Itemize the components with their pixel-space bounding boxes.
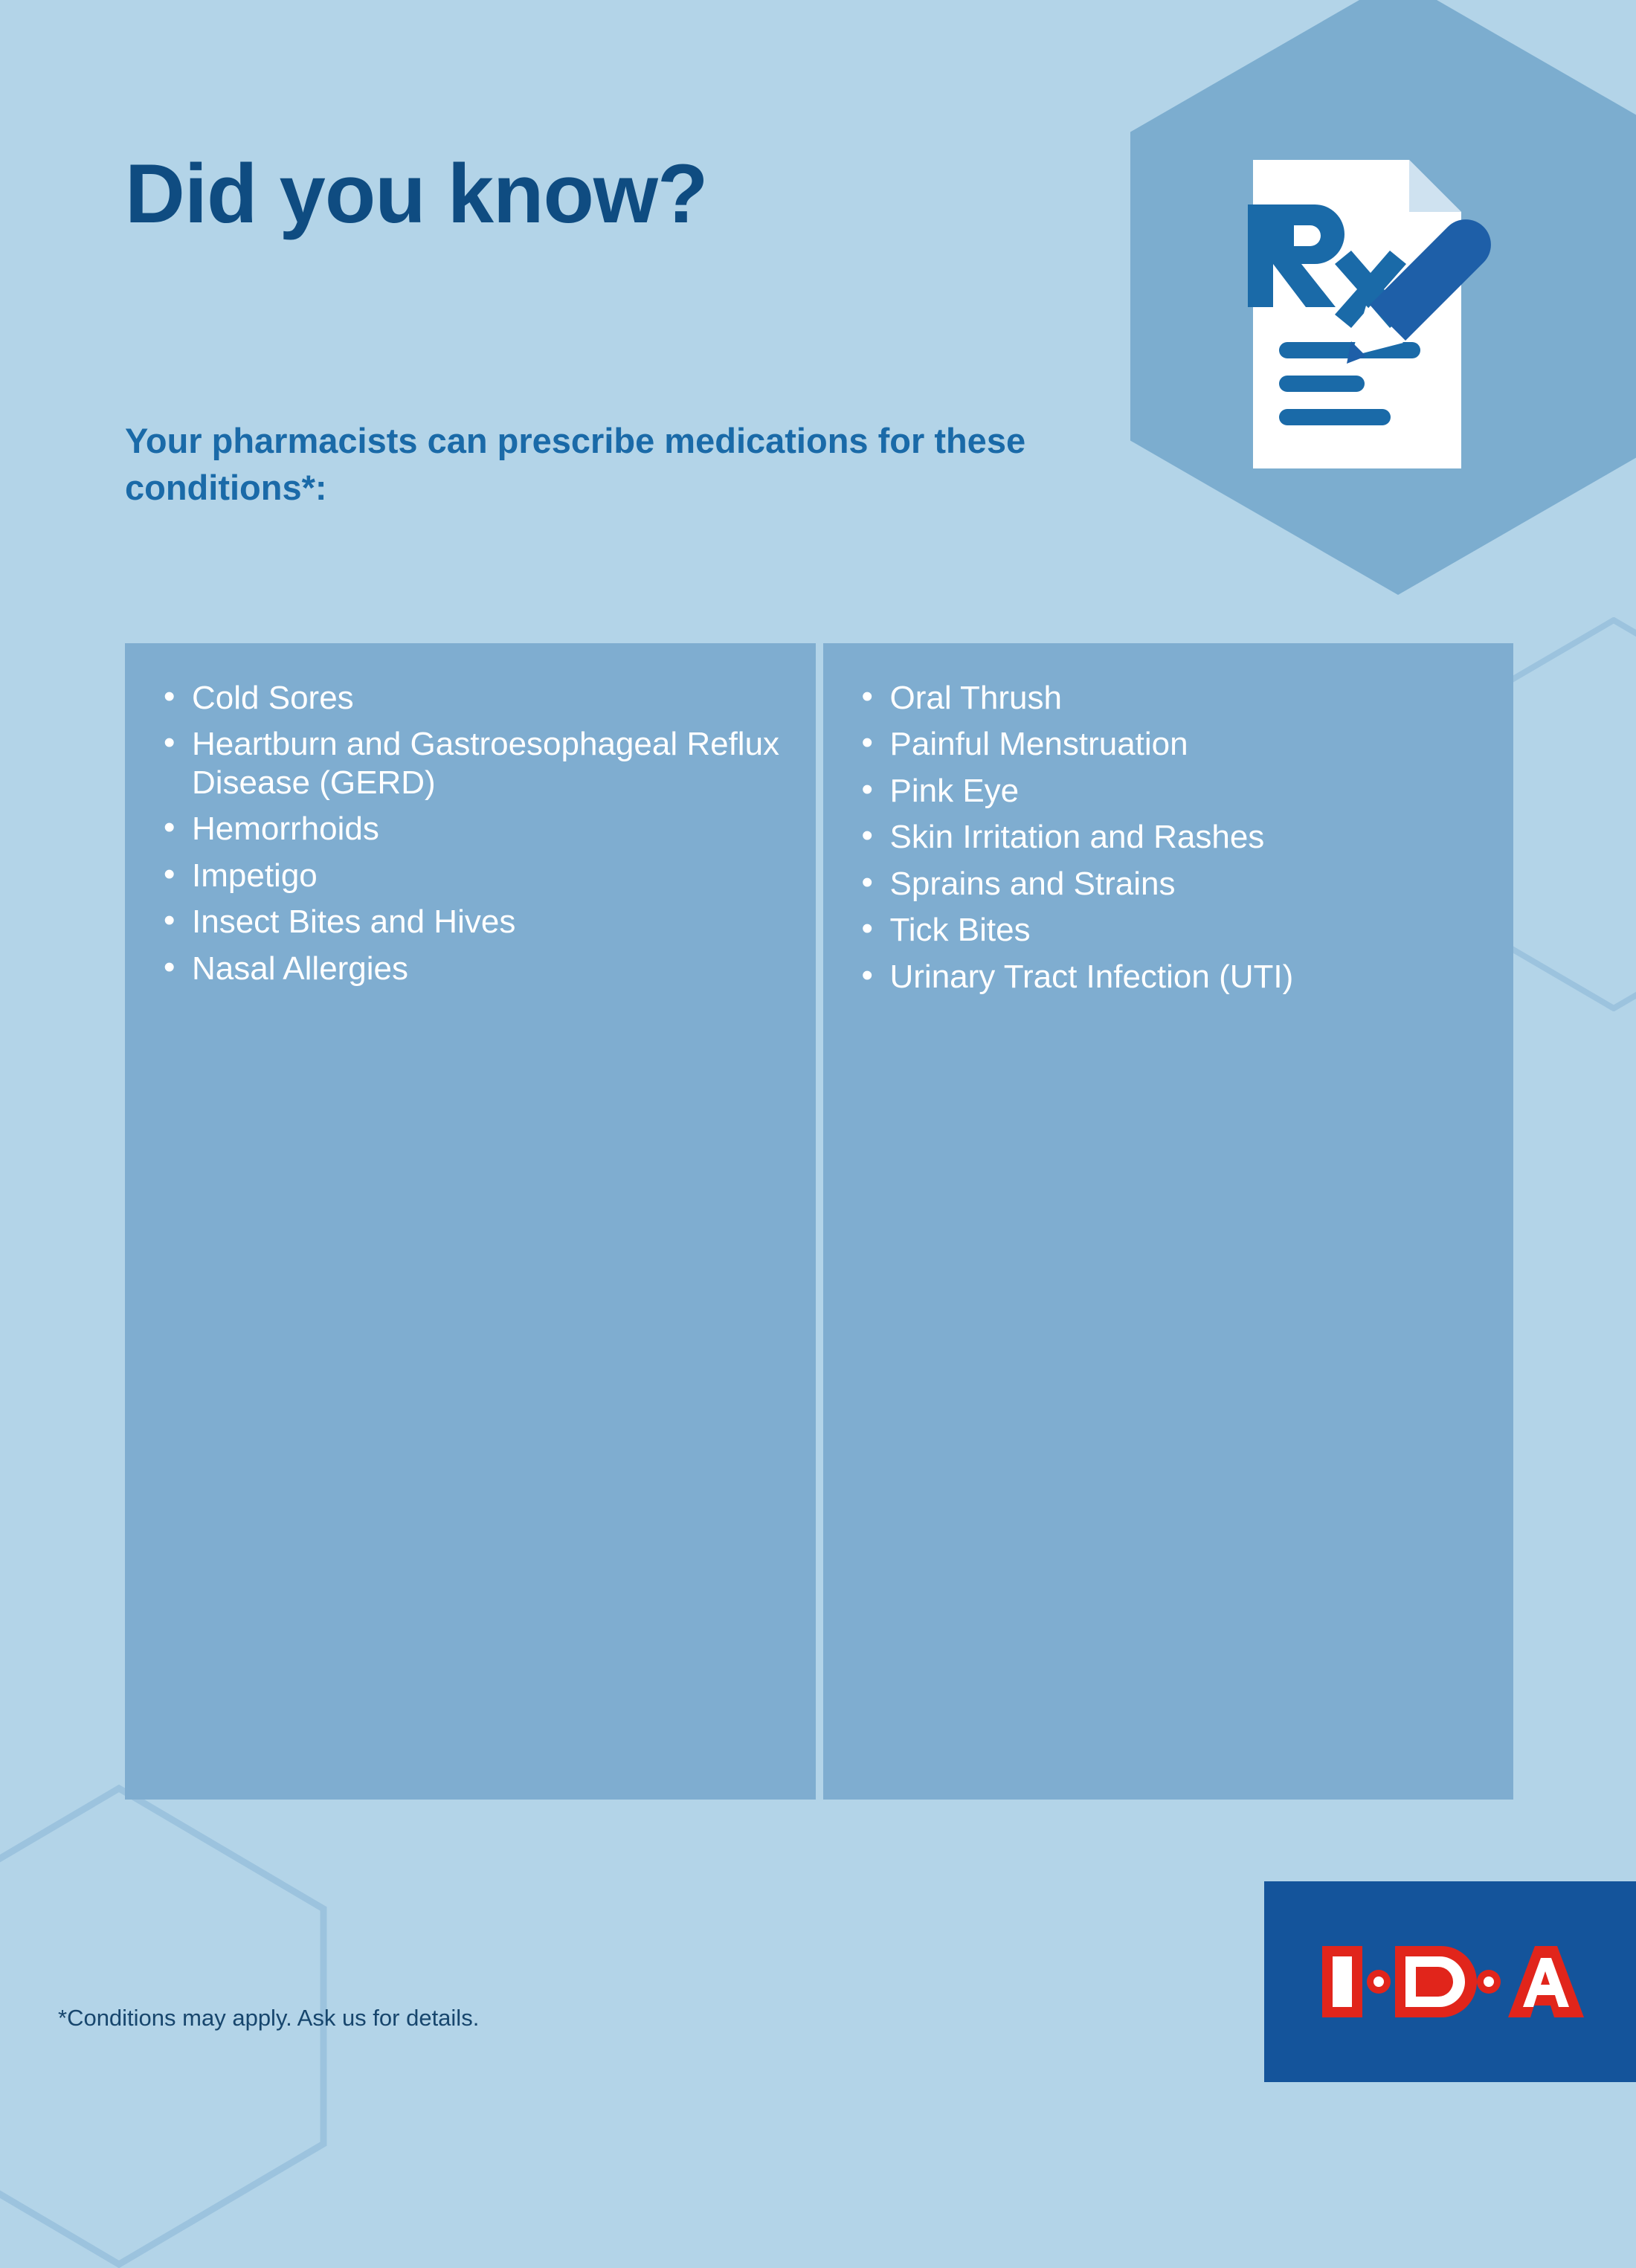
list-item: • Tick Bites (853, 911, 1484, 949)
list-item: • Heartburn and Gastroesophageal Reflux Disease (GERD) (155, 725, 786, 802)
list-item: • Hemorrhoids (155, 810, 786, 848)
rx-prescription-graphic (1238, 152, 1506, 480)
ida-logo-mark (1316, 1937, 1584, 2026)
list-item: • Painful Menstruation (853, 725, 1484, 763)
page-title: Did you know? (125, 147, 708, 240)
page-subtitle: Your pharmacists can prescribe medications for these conditions*: (125, 421, 1026, 507)
list-item: • Oral Thrush (853, 679, 1484, 717)
list-item: • Urinary Tract Infection (UTI) (853, 958, 1484, 996)
ida-logo-icon (1316, 1937, 1584, 2026)
list-item: • Pink Eye (853, 772, 1484, 810)
rx-prescription-icon (1238, 152, 1506, 480)
list-item: • Nasal Allergies (155, 950, 786, 988)
conditions-panels (125, 643, 1513, 1800)
list-item: • Sprains and Strains (853, 865, 1484, 903)
conditions-panel-right (823, 643, 1514, 1800)
brand-logo (1264, 1881, 1636, 2082)
list-item: • Cold Sores (155, 679, 786, 717)
list-item: • Impetigo (155, 857, 786, 895)
footnote: *Conditions may apply. Ask us for details. (58, 2005, 480, 2031)
conditions-panel-left (125, 643, 816, 1800)
conditions-list-left (155, 679, 786, 988)
list-item: • Insect Bites and Hives (155, 903, 786, 941)
conditions-list-right (853, 679, 1484, 996)
list-item: • Skin Irritation and Rashes (853, 818, 1484, 856)
